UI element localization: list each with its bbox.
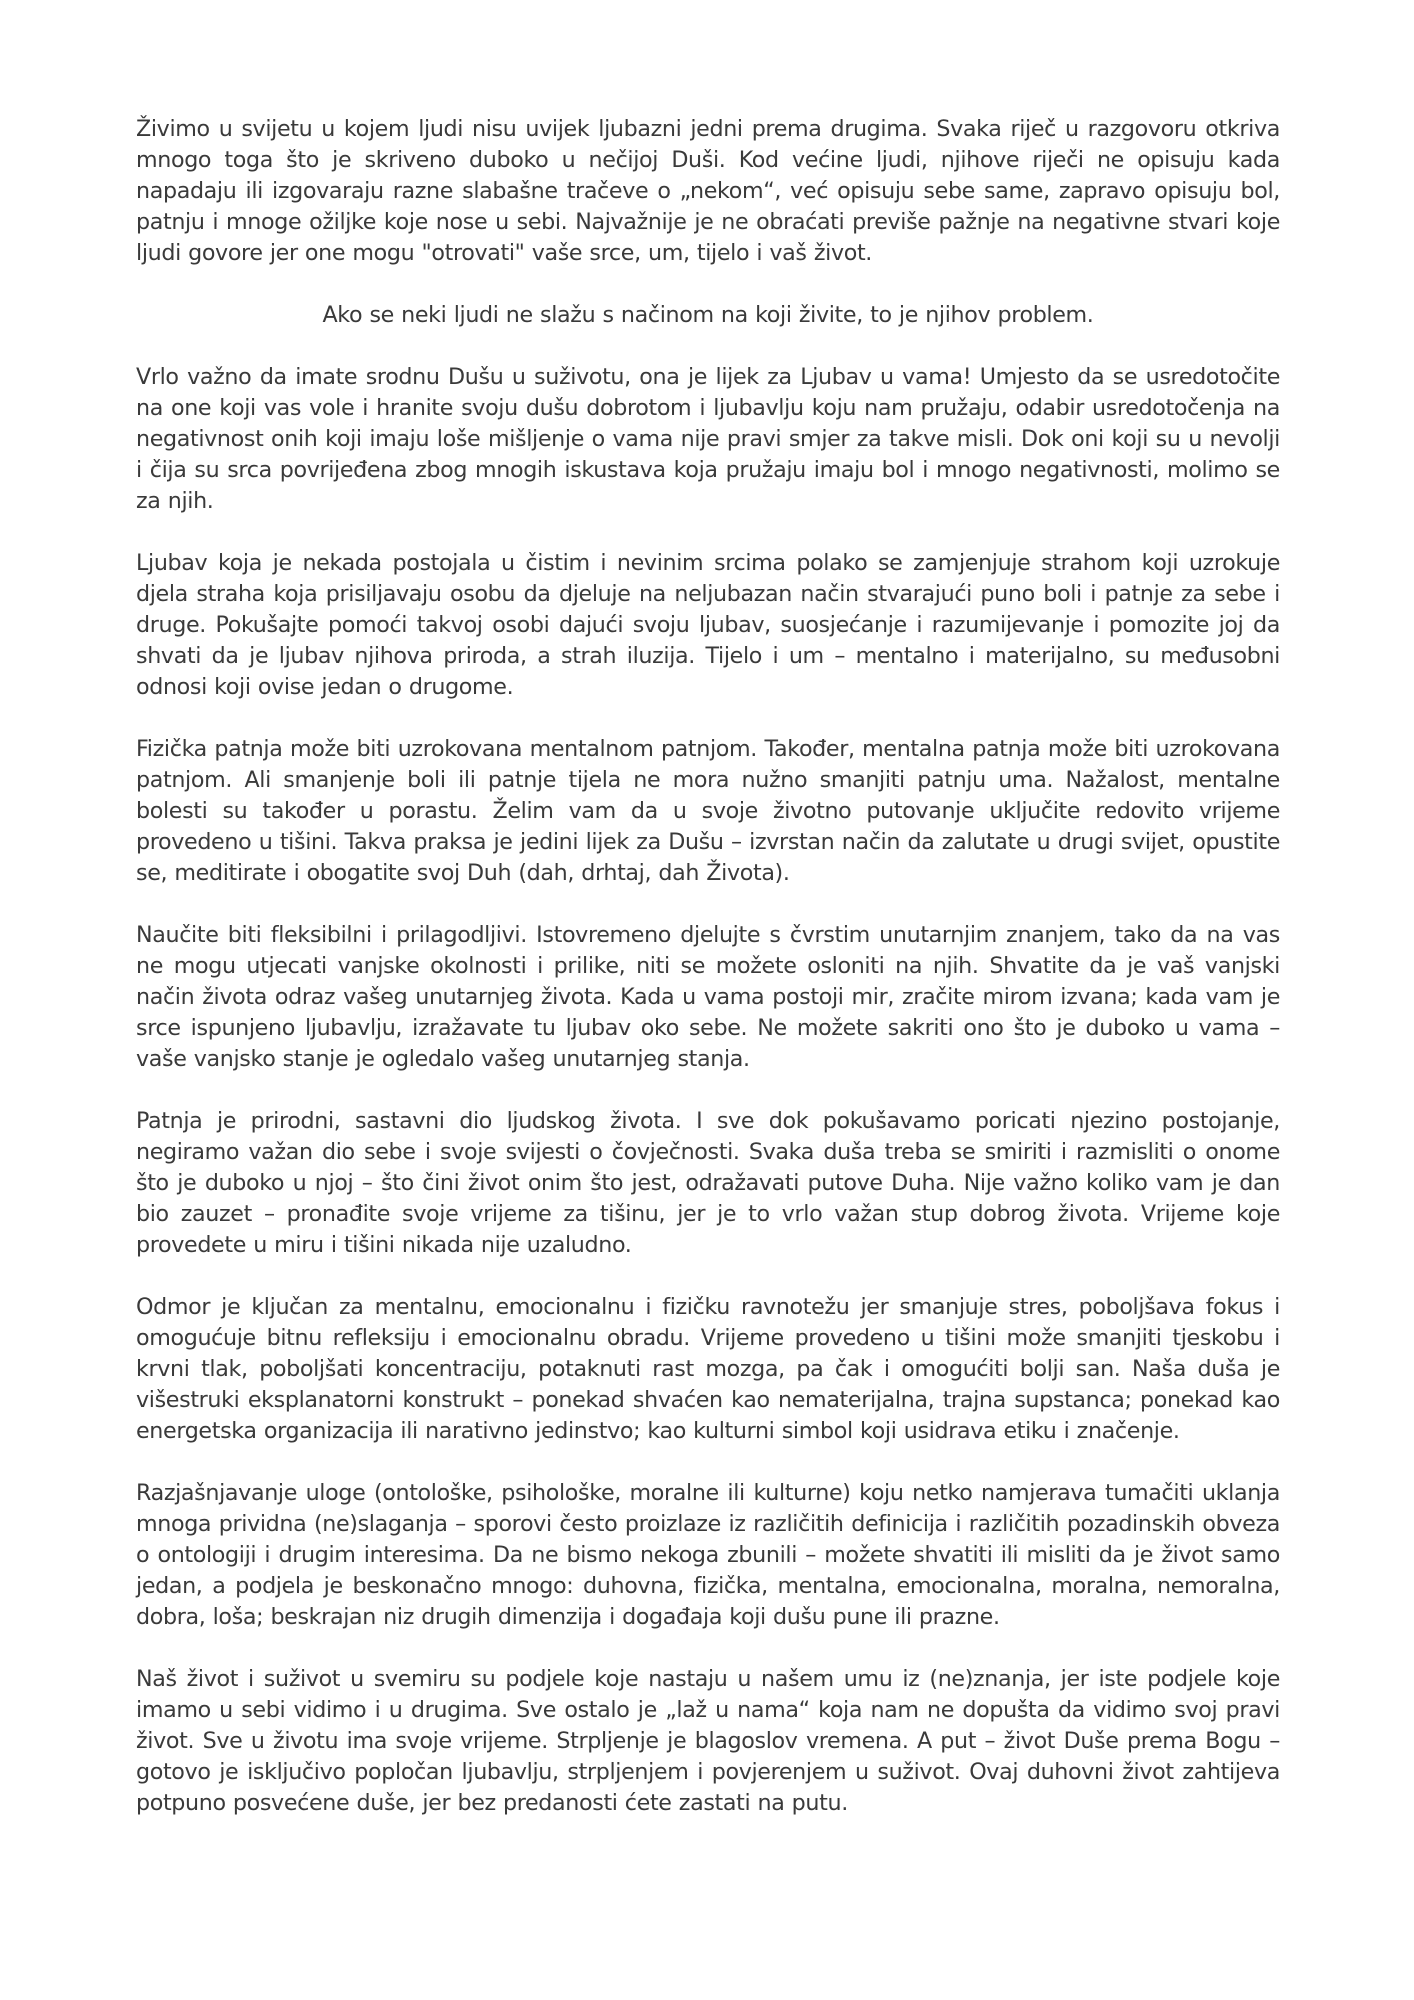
paragraph-6: Naučite biti fleksibilni i prilagodljivi. Istovremeno djelujte s čvrstim unutarnjim znanjem, tako da na vas ne mogu utjecati vanjske okolnosti i prilike, niti se možete osloniti na njih. Shvatite da je vaš vanjski način života odraz vašeg unutarnjeg života. Kada u vama postoji mir, zračite mirom izvana; kada vam je srce ispunjeno ljubavlju, izražavate tu ljubav oko sebe. Ne možete sakriti ono što je duboko u vama – vaše vanjsko stanje je ogledalo vašeg unutarnjeg stanja. — [136, 922, 1280, 1072]
paragraph-4: Ljubav koja je nekada postojala u čistim i nevinim srcima polako se zamjenjuje strahom koji uzrokuje djela straha koja prisiljavaju osobu da djeluje na neljubazan način stvarajući puno boli i patnje za sebe i druge. Pokušajte pomoći takvoj osobi dajući svoju ljubav, suosjećanje i razumijevanje i pomozite joj da shvati da je ljubav njihova priroda, a strah iluzija. Tijelo i um – mentalno i materijalno, su međusobni odnosi koji ovise jedan o drugome. — [136, 550, 1280, 700]
paragraph-5: Fizička patnja može biti uzrokovana mentalnom patnjom. Također, mentalna patnja može biti uzrokovana patnjom. Ali smanjenje boli ili patnje tijela ne mora nužno smanjiti patnju uma. Nažalost, mentalne bolesti su također u porastu. Želim vam da u svoje životno putovanje uključite redovito vrijeme provedeno u tišini. Takva praksa je jedini lijek za Dušu – izvrstan način da zalutate u drugi svijet, opustite se, meditirate i obogatite svoj Duh (dah, drhtaj, dah Života). — [136, 736, 1280, 886]
centered-quote: Ako se neki ljudi ne slažu s načinom na koji živite, to je njihov problem. — [322, 302, 1094, 328]
paragraph-9: Razjašnjavanje uloge (ontološke, psihološke, moralne ili kulturne) koju netko namjerava tumačiti uklanja mnoga prividna (ne)slaganja – sporovi često proizlaze iz različitih definicija i različitih pozadinskih obveza o ontologiji i drugim interesima. Da ne bismo nekoga zbunili – možete shvatiti ili misliti da je život samo jedan, a podjela je beskonačno mnogo: duhovna, fizička, mentalna, emocionalna, moralna, nemoralna, dobra, loša; beskrajan niz drugih dimenzija i događaja koji dušu pune ili prazne. — [136, 1480, 1280, 1630]
paragraph-7: Patnja je prirodni, sastavni dio ljudskog života. I sve dok pokušavamo poricati njezino postojanje, negiramo važan dio sebe i svoje svijesti o čovječnosti. Svaka duša treba se smiriti i razmisliti o onome što je duboko u njoj – što čini život onim što jest, odražavati putove Duha. Nije važno koliko vam je dan bio zauzet – pronađite svoje vrijeme za tišinu, jer je to vrlo važan stup dobrog života. Vrijeme koje provedete u miru i tišini nikada nije uzaludno. — [136, 1108, 1280, 1258]
document-page — [136, 114, 1280, 1850]
paragraph-8: Odmor je ključan za mentalnu, emocionalnu i fizičku ravnotežu jer smanjuje stres, poboljšava fokus i omogućuje bitnu refleksiju i emocionalnu obradu. Vrijeme provedeno u tišini može smanjiti tjeskobu i krvni tlak, poboljšati koncentraciju, potaknuti rast mozga, pa čak i omogućiti bolji san. Naša duša je višestruki eksplanatorni konstrukt – ponekad shvaćen kao nematerijalna, trajna supstanca; ponekad kao energetska organizacija ili narativno jedinstvo; kao kulturni simbol koji usidrava etiku i značenje. — [136, 1294, 1280, 1444]
paragraph-3: Vrlo važno da imate srodnu Dušu u suživotu, ona je lijek za Ljubav u vama! Umjesto da se usredotočite na one koji vas vole i hranite svoju dušu dobrotom i ljubavlju koju nam pružaju, odabir usredotočenja na negativnost onih koji imaju loše mišljenje o vama nije pravi smjer za takve misli. Dok oni koji su u nevolji i čija su srca povrijeđena zbog mnogih iskustava koja pružaju imaju bol i mnogo negativnosti, molimo se za njih. — [136, 364, 1280, 514]
paragraph-1: Živimo u svijetu u kojem ljudi nisu uvijek ljubazni jedni prema drugima. Svaka riječ u razgovoru otkriva mnogo toga što je skriveno duboko u nečijoj Duši. Kod većine ljudi, njihove riječi ne opisuju kada napadaju ili izgovaraju razne slabašne tračeve o „nekom“, već opisuju sebe same, zapravo opisuju bol, patnju i mnoge ožiljke koje nose u sebi. Najvažnije je ne obraćati previše pažnje na negativne stvari koje ljudi govore jer one mogu "otrovati" vaše srce, um, tijelo i vaš život. — [136, 116, 1280, 266]
paragraph-10: Naš život i suživot u svemiru su podjele koje nastaju u našem umu iz (ne)znanja, jer iste podjele koje imamo u sebi vidimo i u drugima. Sve ostalo je „laž u nama“ koja nam ne dopušta da vidimo svoj pravi život. Sve u životu ima svoje vrijeme. Strpljenje je blagoslov vremena. A put – život Duše prema Bogu – gotovo je isključivo popločan ljubavlju, strpljenjem i povjerenjem u suživot. Ovaj duhovni život zahtijeva potpuno posvećene duše, jer bez predanosti ćete zastati na putu. — [136, 1666, 1280, 1816]
